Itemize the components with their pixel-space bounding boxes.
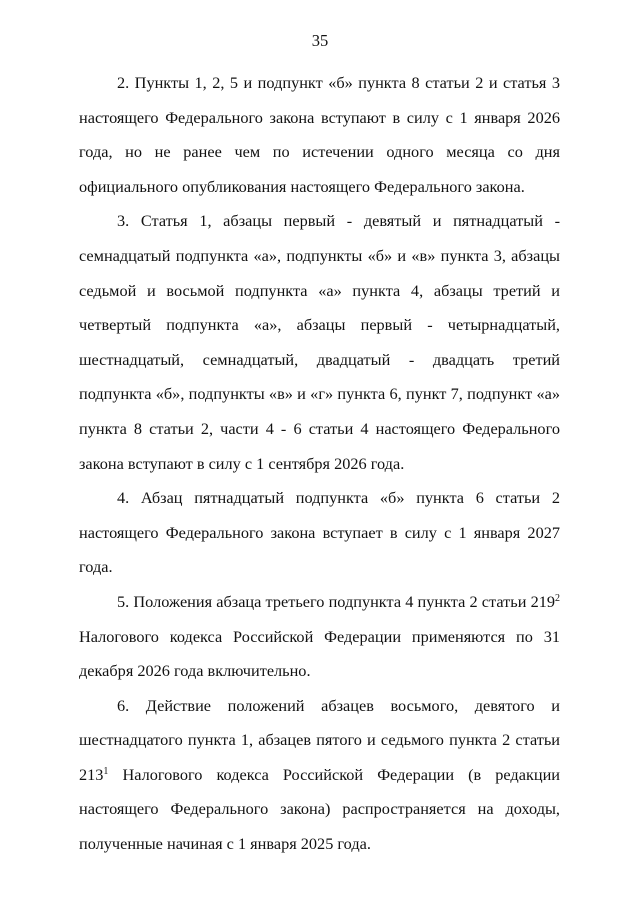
paragraph-6-text-before: 6. Действие положений абзацев восьмого, девятого и шестнадцатого пункта 1, абзацев пятого и седьмого пункта 2 статьи 213	[79, 695, 560, 784]
document-body	[79, 66, 560, 862]
paragraph-2: 2. Пункты 1, 2, 5 и подпункт «б» пункта 8 статьи 2 и статья 3 настоящего Федерального закона вступают в силу с 1 января 2026 года, но не ранее чем по истечении одного месяца со дня официального опубликования настоящего Федерального закона.	[79, 73, 560, 196]
paragraph-5-text-after: Налогового кодекса Российской Федерации применяются по 31 декабря 2026 года включительно.	[79, 626, 560, 681]
paragraph-6	[79, 689, 560, 862]
paragraph-3: 3. Статья 1, абзацы первый - девятый и пятнадцатый - семнадцатый подпункта «а», подпункты «б» и «в» пункта 3, абзацы седьмой и восьмой подпункта «а» пункта 4, абзацы третий и четвертый подпункта «а», абзацы первый - четырнадцатый, шестнадцатый, семнадцатый, двадцатый - двадцать третий подпункта «б», подпункты «в» и «г» пункта 6, пункт 7, подпункт «а» пункта 8 статьи 2, части 4 - 6 статьи 4 настоящего Федерального закона вступают в силу с 1 сентября 2026 года.	[79, 211, 560, 473]
paragraph-4: 4. Абзац пятнадцатый подпункта «б» пункта 6 статьи 2 настоящего Федерального закона вступает в силу с 1 января 2027 года.	[79, 488, 560, 577]
paragraph-5	[79, 585, 560, 689]
paragraph-5-superscript: 2	[555, 592, 560, 604]
paragraph-6-text-after: Налогового кодекса Российской Федерации (в редакции настоящего Федерального закона) распространяется на доходы, полученные начиная с 1 января 2025 года.	[79, 764, 560, 854]
paragraph-6-superscript: 1	[103, 765, 109, 777]
page-number: 35	[311, 31, 329, 50]
paragraph-5-text-before: 5. Положения абзаца третьего подпункта 4 пункта 2 статьи 219	[117, 591, 555, 611]
